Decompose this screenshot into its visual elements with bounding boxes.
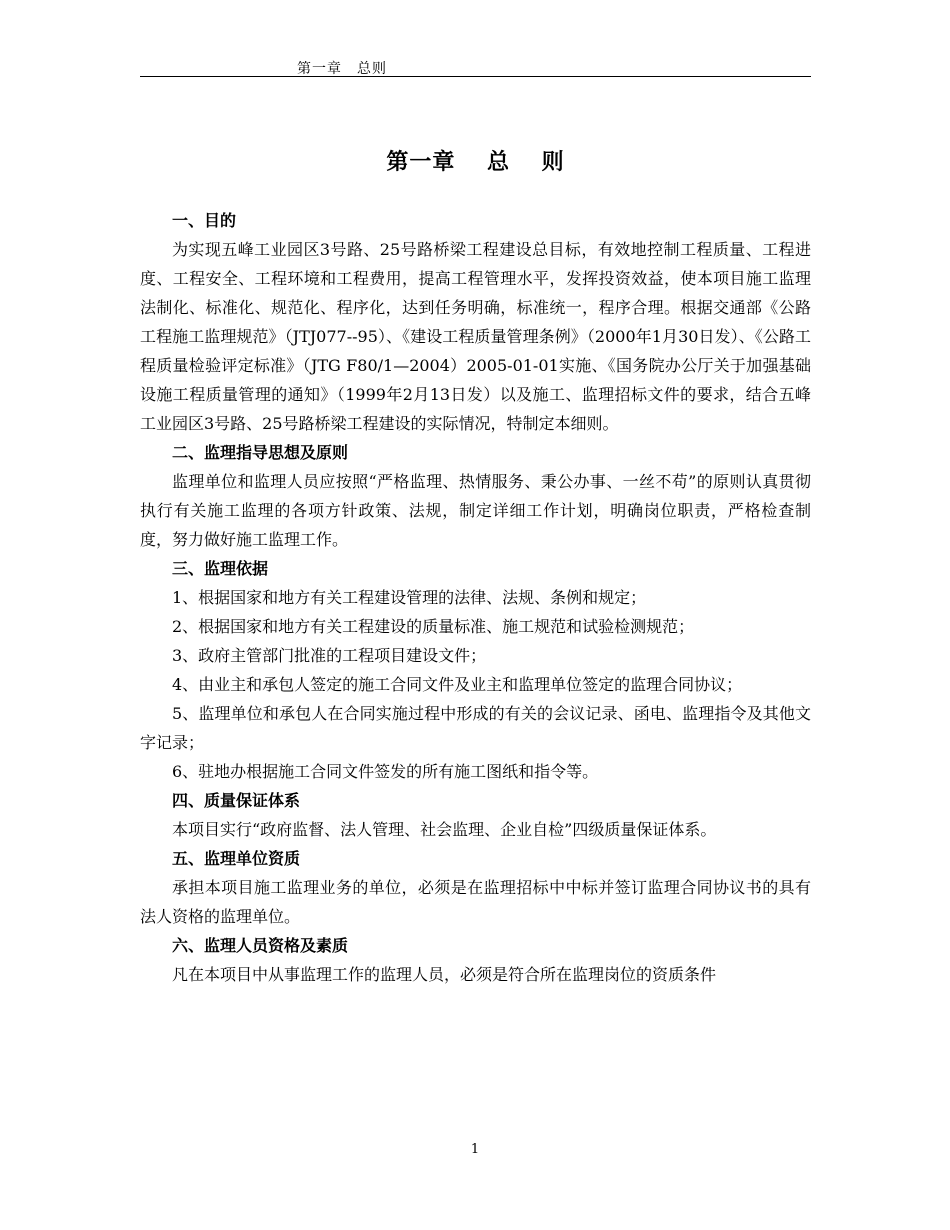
list-item: 5、监理单位和承包人在合同实施过程中形成的有关的会议记录、函电、监理指令及其他文字记录；: [140, 704, 811, 752]
list-item: 2、根据国家和地方有关工程建设的质量标准、施工规范和试验检测规范；: [172, 617, 695, 636]
section-heading: 三、监理依据: [172, 559, 269, 578]
section-heading: 一、目的: [172, 211, 237, 230]
section-heading: 二、监理指导思想及原则: [172, 443, 349, 462]
section-heading: 六、监理人员资格及素质: [172, 936, 349, 955]
body-paragraph: 凡在本项目中从事监理工作的监理人员，必须是符合所在监理岗位的资质条件: [172, 965, 717, 984]
running-header: 第一章 总则: [297, 61, 387, 77]
body-paragraph: 为实现五峰工业园区3号路、25号路桥梁工程建设总目标，有效地控制工程质量、工程进度、工程安全、工程环境和工程费用，提高工程管理水平，发挥投资效益，使本项目施工监理法制化、标准化、规范化、程序化，达到任务明确，标准统一，程序合理。根据交通部《公路工程施工监理规范》（JTJ077--95）、《建设工程质量管理条例》（2000年1月30日发）、《公路工程质量检验评定标准》（JTG F80/1—2004）2005-01-01实施、《国务院办公厅关于加强基础设施工程质量管理的通知》（1999年2月13日发）以及施工、监理招标文件的要求，结合五峰工业园区3号路、25号路桥梁工程建设的实际情况，特制定本细则。: [140, 240, 811, 433]
section-heading: 四、质量保证体系: [172, 791, 301, 810]
body-paragraph: 本项目实行“政府监督、法人管理、社会监理、企业自检”四级质量保证体系。: [172, 820, 717, 839]
body-paragraph: 承担本项目施工监理业务的单位，必须是在监理招标中中标并签订监理合同协议书的具有法人资格的监理单位。: [140, 878, 811, 926]
list-item: 1、根据国家和地方有关工程建设管理的法律、法规、条例和规定；: [172, 588, 647, 607]
section-heading: 五、监理单位资质: [172, 849, 301, 868]
list-item: 6、驻地办根据施工合同文件签发的所有施工图纸和指令等。: [172, 762, 599, 781]
page-number: 1: [470, 1142, 480, 1157]
list-item: 3、政府主管部门批准的工程项目建设文件；: [172, 646, 487, 665]
list-item: 4、由业主和承包人签定的施工合同文件及业主和监理单位签定的监理合同协议；: [172, 675, 743, 694]
header-divider: [140, 76, 811, 77]
chapter-title: 第一章 总 则: [386, 150, 565, 175]
body-paragraph: 监理单位和监理人员应按照“严格监理、热情服务、秉公办事、一丝不苟”的原则认真贯彻执行有关施工监理的各项方针政策、法规，制定详细工作计划，明确岗位职责，严格检查制度，努力做好施工监理工作。: [140, 472, 811, 549]
document-body: [140, 206, 811, 989]
